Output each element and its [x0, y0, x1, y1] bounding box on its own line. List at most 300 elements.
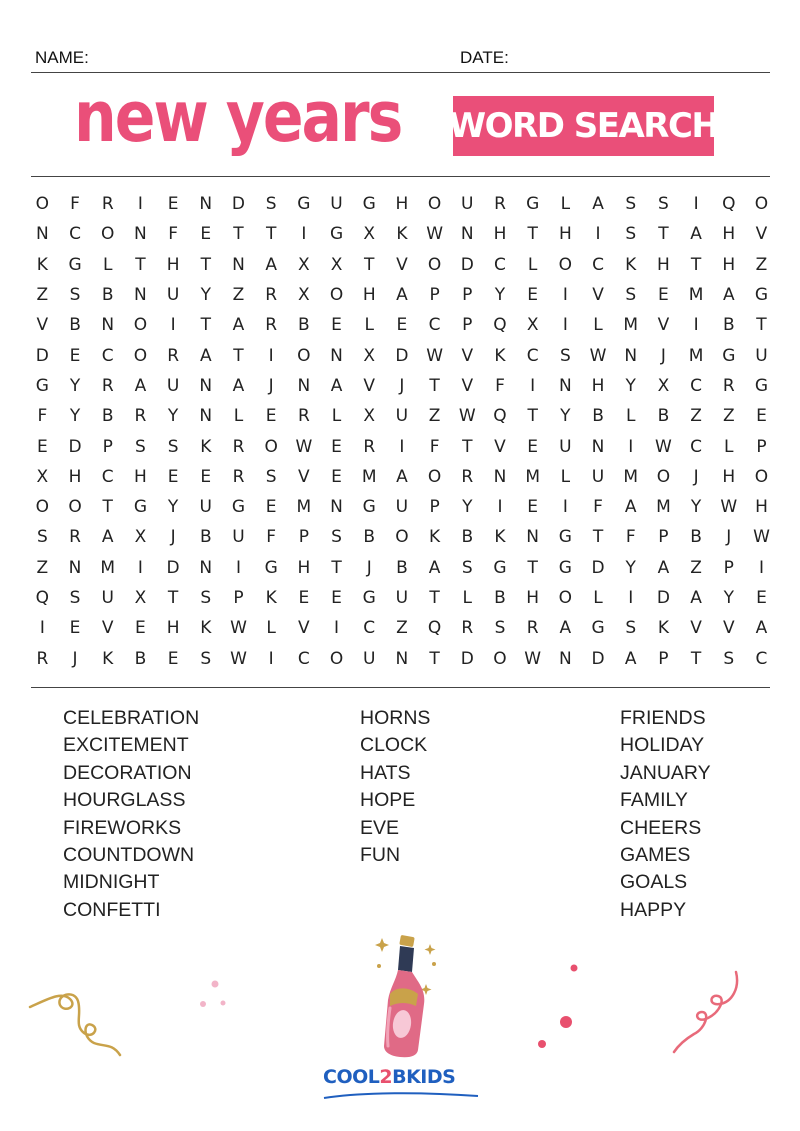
grid-cell: J — [693, 466, 699, 487]
grid-cell: Y — [69, 375, 81, 396]
grid-cell: H — [68, 466, 82, 487]
grid-cell: H — [558, 224, 572, 245]
grid-cell: K — [396, 224, 408, 245]
grid-cell: S — [265, 466, 277, 487]
grid-cell: Q — [493, 406, 507, 427]
confetti-dot-icon — [195, 978, 235, 1013]
grid-cell: S — [69, 285, 81, 306]
grid-cell: H — [166, 254, 180, 275]
grid-cell: Z — [36, 557, 49, 578]
grid-cell: D — [395, 345, 409, 366]
grid-cell: W — [720, 497, 738, 518]
grid-cell: T — [527, 224, 538, 245]
grid-cell: M — [296, 497, 312, 518]
grid-cell: I — [235, 557, 241, 578]
grid-cell: T — [429, 648, 440, 669]
grid-cell: I — [562, 285, 568, 306]
grid-cell: E — [200, 224, 212, 245]
grid-cell: X — [134, 527, 147, 548]
grid-cell: A — [396, 285, 408, 306]
grid-cell: L — [266, 618, 276, 639]
word-item: CHEERS — [620, 816, 702, 839]
grid-cell: P — [429, 497, 440, 518]
grid-cell: E — [331, 588, 342, 608]
grid-cell: F — [593, 497, 603, 518]
grid-cell: Y — [69, 406, 81, 427]
brand-part-1: COOL — [323, 1066, 380, 1088]
grid-cell: K — [657, 618, 669, 639]
grid-row — [26, 250, 778, 280]
grid-cell: T — [658, 224, 669, 245]
grid-cell: G — [558, 527, 572, 548]
grid-cell: N — [395, 648, 409, 669]
grid-cell: P — [462, 315, 473, 336]
grid-cell: F — [429, 436, 440, 457]
grid-cell: C — [101, 345, 114, 366]
grid-cell: G — [558, 557, 572, 578]
grid-cell: T — [135, 254, 146, 275]
grid-cell: N — [493, 466, 507, 487]
grid-cell: U — [199, 497, 212, 518]
grid-cell: Z — [690, 406, 702, 427]
grid-cell: B — [690, 527, 702, 548]
grid-cell: D — [460, 254, 474, 275]
grid-cell: U — [395, 406, 409, 427]
grid-cell: P — [429, 285, 440, 306]
grid-cell: E — [331, 466, 342, 487]
grid-cell: M — [525, 466, 540, 487]
grid-cell: X — [298, 254, 310, 275]
grid-cell: I — [693, 194, 699, 215]
grid-cell: V — [722, 618, 735, 639]
word-list-column-3 — [620, 705, 711, 924]
grid-cell: C — [494, 254, 506, 275]
grid-cell: A — [722, 285, 735, 306]
grid-cell: D — [231, 194, 246, 215]
grid-cell: O — [395, 527, 409, 548]
grid-cell: I — [137, 194, 143, 215]
grid-cell: G — [526, 194, 540, 215]
confetti-swirl-icon — [28, 985, 128, 1065]
grid-cell: W — [426, 345, 443, 366]
grid-cell: W — [655, 436, 672, 457]
grid-cell: O — [297, 345, 311, 366]
grid-cell: A — [428, 557, 441, 578]
grid-cell: M — [623, 466, 639, 487]
grid-cell: C — [690, 436, 703, 457]
grid-cell: X — [363, 224, 376, 245]
grid-cell: K — [200, 436, 212, 457]
grid-cell: U — [461, 194, 474, 215]
grid-cell: S — [625, 194, 637, 215]
grid-row — [26, 431, 778, 461]
grid-cell: R — [297, 406, 310, 427]
grid-cell: Y — [560, 406, 571, 427]
grid-cell: G — [362, 194, 376, 215]
grid-cell: J — [366, 557, 372, 578]
grid-cell: Z — [232, 285, 245, 306]
grid-cell: T — [462, 436, 473, 457]
grid-cell: I — [39, 618, 45, 639]
grid-row — [26, 371, 778, 401]
grid-cell: K — [102, 648, 114, 669]
grid-cell: T — [592, 527, 604, 548]
grid-cell: E — [36, 436, 48, 457]
grid-cell: K — [494, 345, 506, 366]
grid-cell: J — [399, 375, 405, 396]
grid-cell: T — [690, 648, 702, 669]
grid-cell: J — [170, 527, 176, 548]
grid-cell: P — [462, 285, 473, 306]
grid-cell: A — [101, 527, 114, 548]
grid-cell: E — [756, 588, 767, 608]
word-item: JANUARY — [620, 761, 711, 784]
grid-cell: N — [297, 375, 311, 396]
grid-cell: P — [102, 436, 113, 457]
grid-cell: E — [756, 406, 767, 427]
grid-cell: W — [295, 436, 313, 457]
grid-cell: X — [363, 406, 376, 427]
grid-cell: H — [755, 497, 768, 518]
grid-cell: O — [656, 466, 671, 487]
grid-cell: N — [526, 527, 540, 548]
date-label: DATE: — [460, 48, 509, 67]
grid-row — [26, 219, 778, 249]
word-list-column-2 — [360, 705, 430, 869]
grid-cell: Y — [200, 285, 211, 306]
grid-cell: T — [200, 254, 211, 275]
grid-cell: R — [69, 527, 81, 548]
grid-cell: Y — [625, 557, 636, 578]
grid-cell: O — [427, 466, 442, 487]
grid-cell: L — [462, 588, 473, 608]
grid-cell: F — [266, 527, 277, 548]
name-label: NAME: — [35, 48, 89, 67]
grid-cell: U — [362, 648, 376, 669]
grid-row — [26, 280, 778, 310]
grid-cell: E — [527, 285, 539, 306]
grid-cell: G — [264, 557, 278, 578]
grid-cell: R — [494, 194, 506, 215]
grid-cell: H — [362, 285, 376, 306]
word-item: HOPE — [360, 789, 416, 812]
grid-cell: U — [330, 194, 343, 215]
grid-cell: S — [69, 588, 81, 608]
grid-cell: I — [399, 436, 405, 457]
grid-cell: L — [724, 436, 734, 457]
grid-cell: U — [559, 436, 572, 457]
word-search-grid — [26, 189, 778, 675]
grid-cell: O — [264, 436, 278, 457]
grid-cell: G — [754, 375, 769, 396]
grid-cell: N — [330, 345, 343, 366]
grid-cell: P — [756, 436, 767, 457]
grid-cell: O — [558, 254, 573, 275]
grid-cell: N — [199, 194, 213, 215]
grid-cell: N — [68, 557, 82, 578]
grid-cell: E — [167, 194, 179, 215]
word-item: HORNS — [360, 707, 431, 729]
grid-cell: E — [69, 345, 81, 366]
grid-cell: A — [559, 618, 572, 639]
grid-cell: O — [493, 648, 507, 669]
grid-cell: L — [593, 315, 603, 336]
grid-cell: K — [625, 254, 637, 275]
grid-cell: W — [753, 527, 770, 548]
grid-cell: V — [461, 345, 474, 366]
word-item: MIDNIGHT — [63, 871, 160, 894]
grid-cell: C — [690, 375, 703, 396]
grid-cell: I — [562, 315, 568, 336]
grid-cell: V — [36, 315, 49, 336]
grid-cell: N — [199, 557, 213, 578]
grid-cell: H — [722, 466, 736, 487]
word-item: COUNTDOWN — [63, 844, 195, 867]
grid-cell: V — [298, 466, 310, 487]
grid-cell: O — [427, 194, 442, 215]
grid-cell: E — [167, 648, 179, 669]
word-item: HATS — [360, 761, 411, 784]
grid-cell: J — [660, 345, 666, 366]
word-item: HOLIDAY — [620, 734, 705, 757]
grid-cell: G — [362, 497, 376, 518]
grid-cell: E — [331, 315, 342, 336]
grid-cell: Z — [690, 557, 702, 578]
title-rule — [31, 176, 770, 177]
grid-cell: U — [395, 497, 409, 518]
grid-row — [26, 492, 778, 522]
word-list-column-1 — [63, 705, 199, 924]
grid-cell: A — [232, 315, 245, 336]
grid-cell: C — [755, 648, 768, 669]
grid-cell: B — [396, 557, 408, 578]
grid-cell: Z — [36, 285, 49, 306]
grid-cell: O — [427, 254, 442, 275]
grid-cell: N — [460, 224, 474, 245]
grid-cell: S — [36, 527, 48, 548]
grid-cell: A — [690, 224, 702, 245]
grid-cell: H — [493, 224, 507, 245]
grid-cell: L — [560, 194, 571, 215]
grid-cell: N — [134, 285, 147, 306]
grid-row — [26, 553, 778, 583]
grid-cell: P — [658, 648, 669, 669]
grid-cell: Q — [493, 315, 507, 336]
grid-cell: B — [722, 315, 735, 336]
grid-cell: G — [493, 557, 507, 578]
grid-row — [26, 643, 778, 673]
grid-cell: J — [72, 648, 78, 669]
grid-cell: V — [461, 375, 474, 396]
grid-cell: E — [331, 436, 342, 457]
grid-cell: S — [135, 436, 146, 457]
grid-cell: R — [36, 648, 49, 669]
grid-cell: T — [429, 375, 440, 396]
grid-cell: J — [268, 375, 274, 396]
grid-cell: O — [68, 497, 82, 518]
grid-cell: N — [134, 224, 147, 245]
grid-cell: N — [101, 315, 115, 336]
grid-cell: R — [461, 466, 474, 487]
grid-cell: X — [330, 254, 343, 275]
grid-cell: O — [35, 194, 50, 215]
page-title: new years — [74, 76, 402, 159]
grid-cell: T — [527, 557, 538, 578]
grid-cell: V — [101, 618, 114, 639]
grid-cell: Y — [723, 588, 734, 608]
grid-cell: L — [364, 315, 374, 336]
brand-part-2: 2 — [379, 1066, 393, 1088]
grid-row — [26, 462, 778, 492]
grid-cell: E — [396, 315, 408, 336]
grid-cell: A — [755, 618, 768, 639]
grid-cell: H — [526, 588, 540, 608]
grid-cell: W — [589, 345, 607, 366]
grid-cell: F — [37, 406, 48, 427]
grid-cell: O — [329, 648, 344, 669]
grid-cell: U — [101, 588, 114, 608]
grid-cell: R — [101, 375, 114, 396]
grid-cell: Y — [462, 497, 473, 518]
grid-cell: Q — [35, 588, 50, 608]
word-item: CLOCK — [360, 734, 428, 757]
grid-cell: B — [592, 406, 604, 427]
grid-cell: R — [167, 345, 179, 366]
grid-cell: I — [301, 224, 307, 245]
grid-cell: S — [559, 345, 571, 366]
grid-cell: O — [133, 345, 148, 366]
grid-cell: A — [657, 557, 670, 578]
grid-cell: S — [723, 648, 735, 669]
grid-cell: E — [527, 497, 539, 518]
grid-cell: D — [591, 557, 605, 578]
grid-cell: A — [624, 648, 637, 669]
grid-cell: P — [723, 557, 734, 578]
confetti-dot-icon — [530, 960, 590, 1055]
grid-cell: O — [329, 285, 344, 306]
grid-cell: M — [623, 315, 639, 336]
grid-cell: R — [101, 194, 114, 215]
grid-cell: Y — [690, 497, 702, 518]
grid-cell: U — [166, 375, 180, 396]
grid-row — [26, 189, 778, 219]
grid-cell: W — [458, 406, 476, 427]
grid-cell: L — [102, 254, 113, 275]
grid-cell: N — [232, 254, 245, 275]
grid-cell: T — [102, 497, 113, 518]
grid-cell: R — [363, 436, 376, 457]
grid-cell: L — [593, 588, 603, 608]
grid-cell: S — [625, 618, 637, 639]
grid-cell: A — [624, 497, 637, 518]
grid-cell: H — [134, 466, 147, 487]
grid-cell: A — [330, 375, 343, 396]
grid-cell: E — [527, 436, 539, 457]
grid-cell: S — [167, 436, 179, 457]
grid-cell: R — [232, 466, 245, 487]
grid-cell: B — [101, 406, 114, 427]
grid-cell: V — [657, 315, 670, 336]
grid-cell: K — [36, 254, 48, 275]
grid-cell: F — [625, 527, 636, 548]
grid-cell: G — [35, 375, 49, 396]
grid-cell: I — [334, 618, 340, 639]
grid-cell: N — [558, 648, 572, 669]
grid-cell: I — [628, 436, 634, 457]
grid-cell: O — [101, 224, 115, 245]
word-item: GOALS — [620, 871, 688, 894]
grid-cell: G — [722, 345, 736, 366]
grid-cell: V — [396, 254, 408, 275]
grid-cell: U — [166, 285, 180, 306]
grid-cell: T — [527, 406, 538, 427]
grid-cell: I — [758, 557, 764, 578]
grid-cell: E — [265, 406, 277, 427]
grid-cell: N — [199, 406, 213, 427]
grid-cell: C — [297, 648, 310, 669]
word-item: FRIENDS — [620, 707, 706, 729]
grid-cell: I — [497, 497, 503, 518]
word-item: HOURGLASS — [63, 789, 186, 812]
word-item: EXCITEMENT — [63, 734, 189, 757]
word-item: HAPPY — [620, 898, 687, 921]
word-item: FIREWORKS — [63, 816, 182, 839]
grid-cell: H — [166, 618, 180, 639]
grid-cell: A — [396, 466, 408, 487]
grid-cell: T — [756, 315, 767, 336]
grid-cell: T — [233, 345, 244, 366]
grid-cell: Z — [396, 618, 408, 639]
grid-cell: R — [461, 618, 474, 639]
grid-cell: V — [494, 436, 506, 457]
grid-cell: Z — [755, 254, 768, 275]
word-item: GAMES — [620, 844, 691, 867]
grid-cell: L — [625, 406, 636, 427]
title-badge-text: WORD SEARCH — [448, 106, 719, 146]
grid-cell: S — [265, 194, 277, 215]
grid-cell: E — [69, 618, 81, 639]
grid-cell: K — [494, 527, 506, 548]
title-badge — [448, 96, 719, 156]
grid-cell: R — [232, 436, 245, 457]
grid-cell: O — [133, 315, 148, 336]
grid-cell: T — [233, 224, 244, 245]
confetti-swirl-icon — [668, 968, 748, 1058]
grid-cell: Y — [625, 375, 636, 396]
grid-cell: F — [495, 375, 505, 396]
grid-cell: E — [658, 285, 669, 306]
grid-cell: I — [170, 315, 176, 336]
grid-cell: L — [527, 254, 538, 275]
grid-row — [26, 583, 778, 613]
grid-cell: G — [68, 254, 82, 275]
grid-cell: B — [101, 285, 114, 306]
grid-cell: X — [363, 345, 376, 366]
grid-cell: C — [101, 466, 114, 487]
grid-cell: W — [426, 224, 443, 245]
grid-cell: K — [200, 618, 212, 639]
grid-cell: T — [265, 224, 277, 245]
grid-cell: E — [167, 466, 179, 487]
word-item: EVE — [360, 816, 400, 839]
grid-cell: L — [331, 406, 342, 427]
grid-cell: X — [526, 315, 539, 336]
grid-cell: B — [494, 588, 506, 608]
grid-cell: G — [231, 497, 246, 518]
grid-cell: I — [562, 497, 568, 518]
grid-cell: C — [592, 254, 604, 275]
grid-cell: S — [461, 557, 473, 578]
